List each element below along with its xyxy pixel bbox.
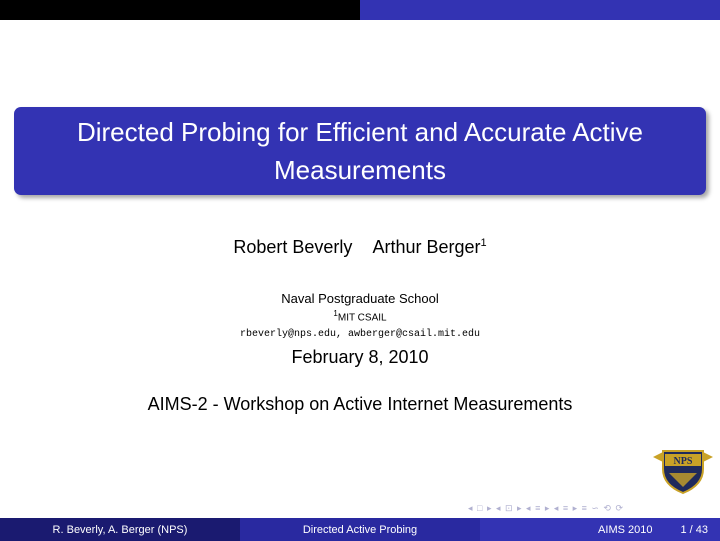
- header-bar-left: [0, 0, 360, 20]
- nps-crest-logo: [651, 443, 715, 495]
- authors-line: [0, 237, 720, 258]
- slide-title: Directed Probing for Efficient and Accurate Active Measurements: [76, 117, 644, 185]
- author-beverly: Robert Beverly: [233, 237, 353, 257]
- title-block: [14, 107, 706, 195]
- footer-right: [480, 518, 720, 541]
- beamer-navigation-icons[interactable]: ◂ □ ▸ ◂ ⊡ ▸ ◂ ≡ ▸ ◂ ≡ ▸ ≡ ∽ ⟲ ⟳: [468, 503, 625, 513]
- event-name: AIMS-2 - Workshop on Active Internet Measurements: [147, 394, 573, 414]
- affiliation-secondary: MIT CSAIL: [337, 312, 387, 324]
- header-bar-right: [360, 0, 720, 20]
- footer-conference: AIMS 2010: [598, 523, 653, 536]
- footer-bar: [0, 518, 720, 541]
- footer-short-title: Directed Active Probing: [240, 518, 480, 541]
- logo-text: NPS: [673, 456, 693, 467]
- footer-authors: R. Beverly, A. Berger (NPS): [0, 518, 240, 541]
- author-berger: Arthur Berger: [372, 237, 481, 257]
- footer-page-number: 1 / 43: [680, 523, 708, 536]
- affiliation-secondary-mark: 1: [333, 309, 338, 318]
- presentation-date: February 8, 2010: [291, 347, 429, 367]
- author-emails: rbeverly@nps.edu, awberger@csail.mit.edu: [239, 329, 481, 340]
- affiliation-primary: Naval Postgraduate School: [281, 291, 439, 306]
- author-berger-mark: 1: [480, 237, 487, 249]
- header-bar: [0, 0, 720, 20]
- affiliation-secondary-line: [0, 309, 720, 323]
